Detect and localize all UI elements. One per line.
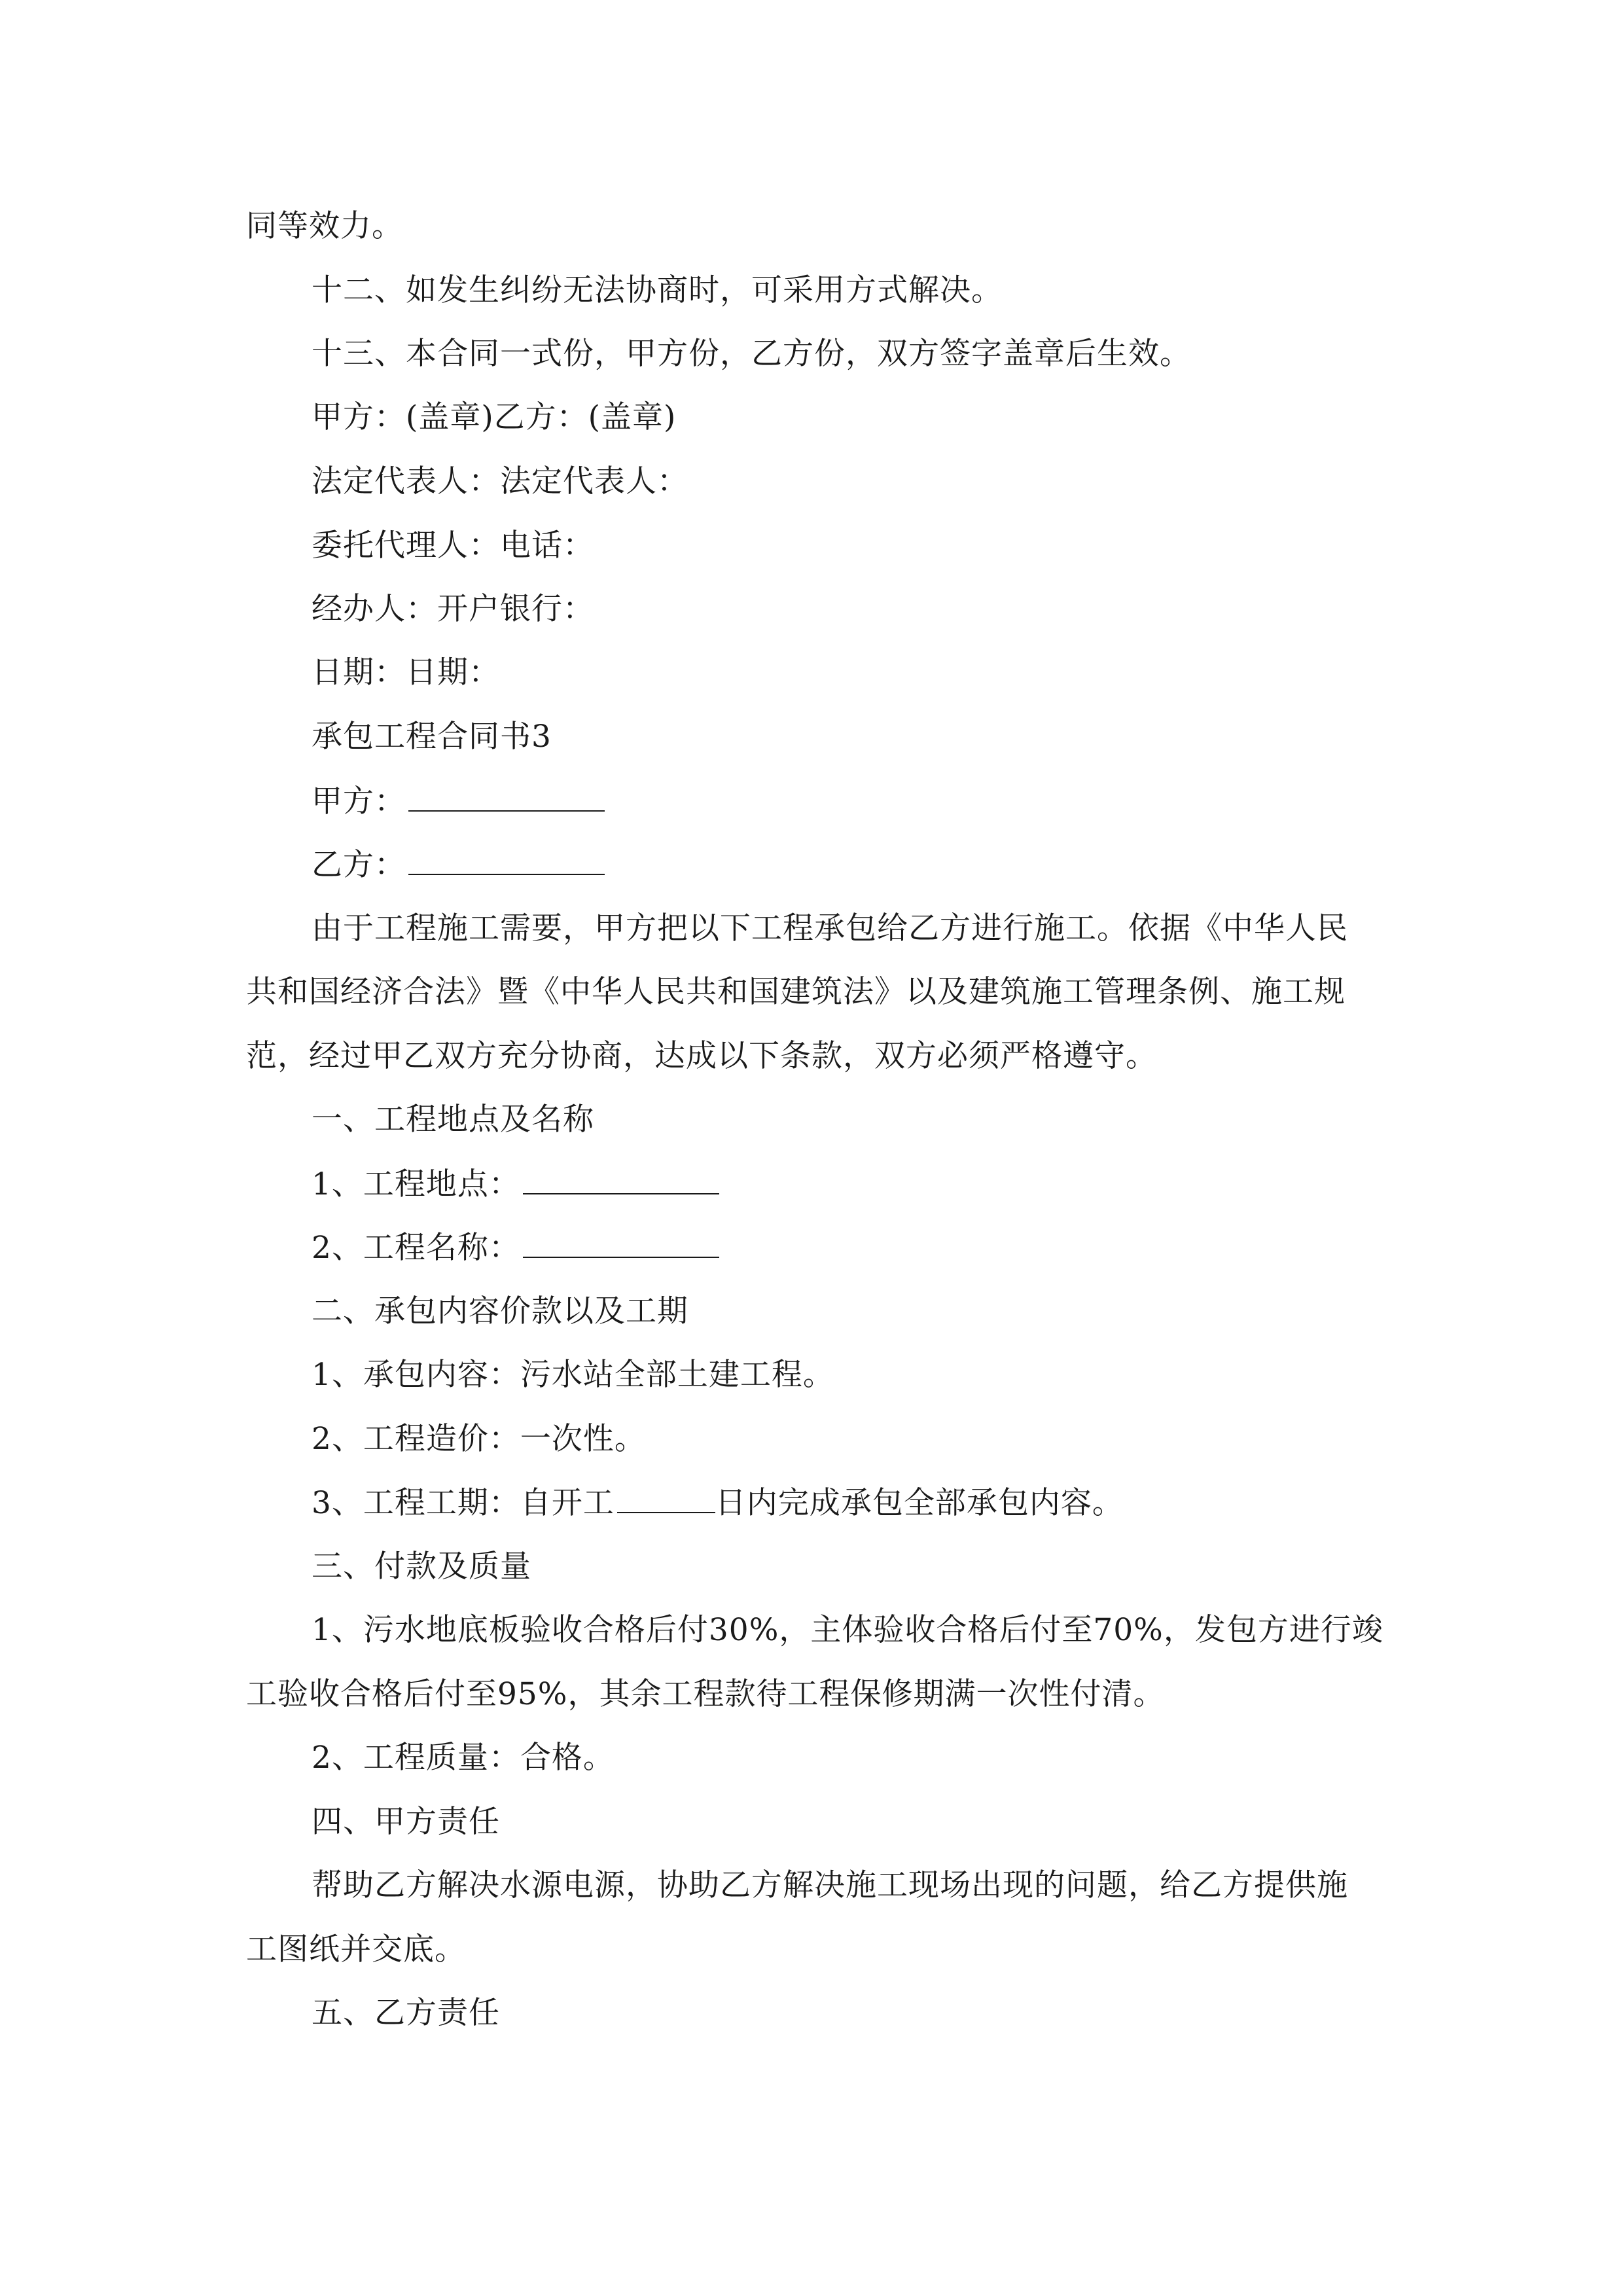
- preamble-line-2: 共和国经济合法》暨《中华人民共和国建筑法》以及建筑施工管理条例、施工规: [246, 974, 1346, 1010]
- section-2-heading: 二、承包内容价款以及工期: [312, 1293, 688, 1329]
- contract-title: 承包工程合同书3: [312, 719, 552, 755]
- section-1-heading: 一、工程地点及名称: [312, 1102, 594, 1138]
- party-a-line: 甲方：: [312, 781, 605, 821]
- text-line: 同等效力。: [246, 208, 403, 244]
- clause-12: 十二、如发生纠纷无法协商时，可采用方式解决。: [312, 272, 1003, 308]
- preamble-line-1: 由于工程施工需要，甲方把以下工程承包给乙方进行施工。依据《中华人民: [312, 910, 1348, 946]
- project-duration-line: 3、工程工期：自开工 日内完成承包全部承包内容。: [312, 1483, 1124, 1523]
- payment-line-1: 1、污水地底板验收合格后付30%，主体验收合格后付至70%，发包方进行竣: [312, 1612, 1383, 1648]
- quality-line: 2、工程质量：合格。: [312, 1740, 615, 1776]
- party-b-blank: [408, 845, 605, 875]
- payment-line-2: 工验收合格后付至95%，其余工程款待工程保修期满一次性付清。: [246, 1676, 1165, 1712]
- party-a-duty-line-1: 帮助乙方解决水源电源，协助乙方解决施工现场出现的问题，给乙方提供施: [312, 1867, 1348, 1903]
- contract-content-line: 1、承包内容：污水站全部土建工程。: [312, 1357, 834, 1393]
- section-3-heading: 三、付款及质量: [312, 1549, 531, 1585]
- date-line: 日期：日期：: [312, 655, 500, 691]
- project-name-blank: [523, 1228, 719, 1258]
- legal-representative-line: 法定代表人：法定代表人：: [312, 463, 688, 499]
- project-name-line: 2、工程名称：: [312, 1228, 719, 1268]
- party-a-duty-line-2: 工图纸并交底。: [246, 1931, 466, 1967]
- project-cost-line: 2、工程造价：一次性。: [312, 1421, 646, 1457]
- signature-party-line: 甲方：(盖章)乙方：(盖章): [312, 399, 677, 435]
- project-location-blank: [523, 1164, 719, 1194]
- handler-bank-line: 经办人：开户银行：: [312, 591, 594, 627]
- section-5-heading: 五、乙方责任: [312, 1995, 500, 2031]
- preamble-line-3: 范，经过甲乙双方充分协商，达成以下条款，双方必须严格遵守。: [246, 1038, 1157, 1074]
- project-location-line: 1、工程地点：: [312, 1164, 719, 1204]
- duration-days-blank: [617, 1483, 715, 1513]
- party-a-blank: [408, 781, 605, 812]
- clause-13: 十三、本合同一式份，甲方份，乙方份，双方签字盖章后生效。: [312, 336, 1191, 372]
- section-4-heading: 四、甲方责任: [312, 1804, 500, 1840]
- agent-phone-line: 委托代理人：电话：: [312, 528, 594, 564]
- party-b-line: 乙方：: [312, 845, 605, 885]
